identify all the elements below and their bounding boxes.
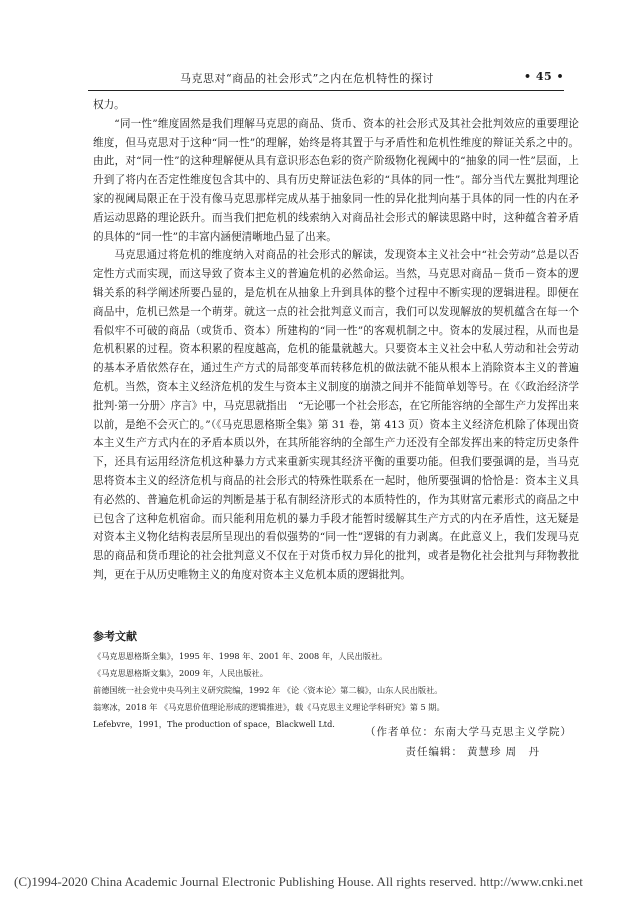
responsible-editor bbox=[402, 744, 541, 759]
author-affiliation: （作者单位：东南大学马克思主义学院） bbox=[365, 726, 572, 738]
paragraph-identity: “同一性”维度固然是我们理解马克思的商品、货币、资本的社会形式及其社会批判效应的重要理论维度，但马克思对于这种“同一性”的理解，始终是将其置于与矛盾性和危机性维度的辩证关系之中的。由此，对“同一性”的这种理解便从具有意识形态色彩的资产阶级物化视阈中的“抽象的同一性”层面，上升到了将内在否定性维度包含其中的、具有历史辩证法色彩的“具体的同一性”。部分当代左翼批判理论家的视阈局限正在于没有像马克思那样完成从基于抽象同一性的异化批判向基于具体的同一性的内在矛盾运动思路的理论跃升。而当我们把危机的线索纳入对商品社会形式的解读思路中时，这种蕴含着矛盾的具体的“同一性”的丰富内涵便清晰地凸显了出来。 bbox=[93, 117, 579, 243]
reference-item: 翁寒冰，2018 年 《马克思价值理论形成的逻辑推进》，载《马克思主义理论学科研究》第 5 期。 bbox=[93, 702, 445, 712]
references-section bbox=[93, 628, 579, 733]
header-divider bbox=[88, 90, 564, 91]
copyright-footer: (C)1994-2020 China Academic Journal Electronic Publishing House. All rights reserved. http://www.cnki.net bbox=[14, 874, 583, 889]
running-title: 马克思对“商品的社会形式”之内在危机特性的探讨 bbox=[180, 72, 434, 85]
reference-item: 前德国统一社会党中央马列主义研究院编，1992 年 《论〈资本论〉第二稿》，山东人民出版社。 bbox=[93, 685, 443, 695]
running-header bbox=[88, 68, 564, 88]
reference-item: 《马克思恩格斯全集》，1995 年、1998 年、2001 年、2008 年，人民出版社。 bbox=[93, 651, 388, 661]
page-number: • 45 • bbox=[523, 70, 564, 83]
paragraph-crisis: 马克思通过将危机的维度纳入对商品的社会形式的解读，发现资本主义社会中“社会劳动”总是以否定性方式而实现，而这导致了资本主义的普遍危机的必然命运。当然，马克思对商品－货币－资本的逻辑关系的科学阐述所要凸显的，是危机在从抽象上升到具体的整个过程中不断实现的逻辑进程。即便在商品中，危机已然是一个萌芽。就这一点的社会批判意义而言，我们可以发现解放的契机蕴含在每一个看似牢不可破的商品（或货币、资本）所建构的“同一性”的客观机制之中。资本的发展过程，从而也是危机积累的过程。资本积累的程度越高，危机的能量就越大。只要资本主义社会中私人劳动和社会劳动的基本矛盾依然存在，通过生产方式的局部变革而转移危机的做法就不能从根本上消除资本主义的普遍危机。当然，资本主义经济危机的发生与资本主义制度的崩溃之间并不能简单划等号。在《〈政治经济学批判·第一分册〉序言》中，马克思就指出 “无论哪一个社会形态，在它所能容纳的全部生产力发挥出来以前，是绝不会灭亡的。”（《马克思恩格斯全集》第 31 卷，第 413 页）资本主义经济危机除了体现出资本主义生产方式内在的矛盾本质以外，在其所能容纳的全部生产力还没有全部发挥出来的特定历史条件下，还具有运用经济危机这种暴力方式来重新实现其经济平衡的重要功能。但我们要强调的是，当马克思将资本主义的经济危机与商品的社会形式的特殊性联系在一起时，他所要强调的恰恰是：资本主义具有必然的、普遍危机命运的判断是基于私有制经济形式的本质特性的，作为其财富元素形式的商品之中已包含了这种危机宿命。而只能利用危机的暴力手段才能暂时缓解其生产方式的内在矛盾性，这无疑是对资本主义物化结构表层所呈现出的看似强势的“同一性”逻辑的有力剥离。在此意义上，我们发现马克思的商品和货币理论的社会批判意义不仅在于对货币权力异化的批判，或者是物化社会批判与拜物教批判，更在于从历史唯物主义的角度对资本主义危机本质的逻辑批判。 bbox=[93, 249, 579, 581]
reference-item: 《马克思恩格斯文集》，2009 年，人民出版社。 bbox=[93, 668, 268, 678]
editor-name: 黄慧珍 bbox=[467, 746, 502, 758]
references-heading: 参考文献 bbox=[93, 630, 137, 643]
article-body bbox=[93, 96, 579, 585]
reference-item: Lefebvre，1991，The production of space，Blackwell Ltd. bbox=[93, 719, 335, 729]
editor-label: 责任编辑： bbox=[405, 746, 463, 758]
references-list bbox=[93, 648, 579, 733]
paragraph-continuation: 权力。 bbox=[93, 99, 125, 111]
editor-name: 周 丹 bbox=[505, 746, 540, 758]
